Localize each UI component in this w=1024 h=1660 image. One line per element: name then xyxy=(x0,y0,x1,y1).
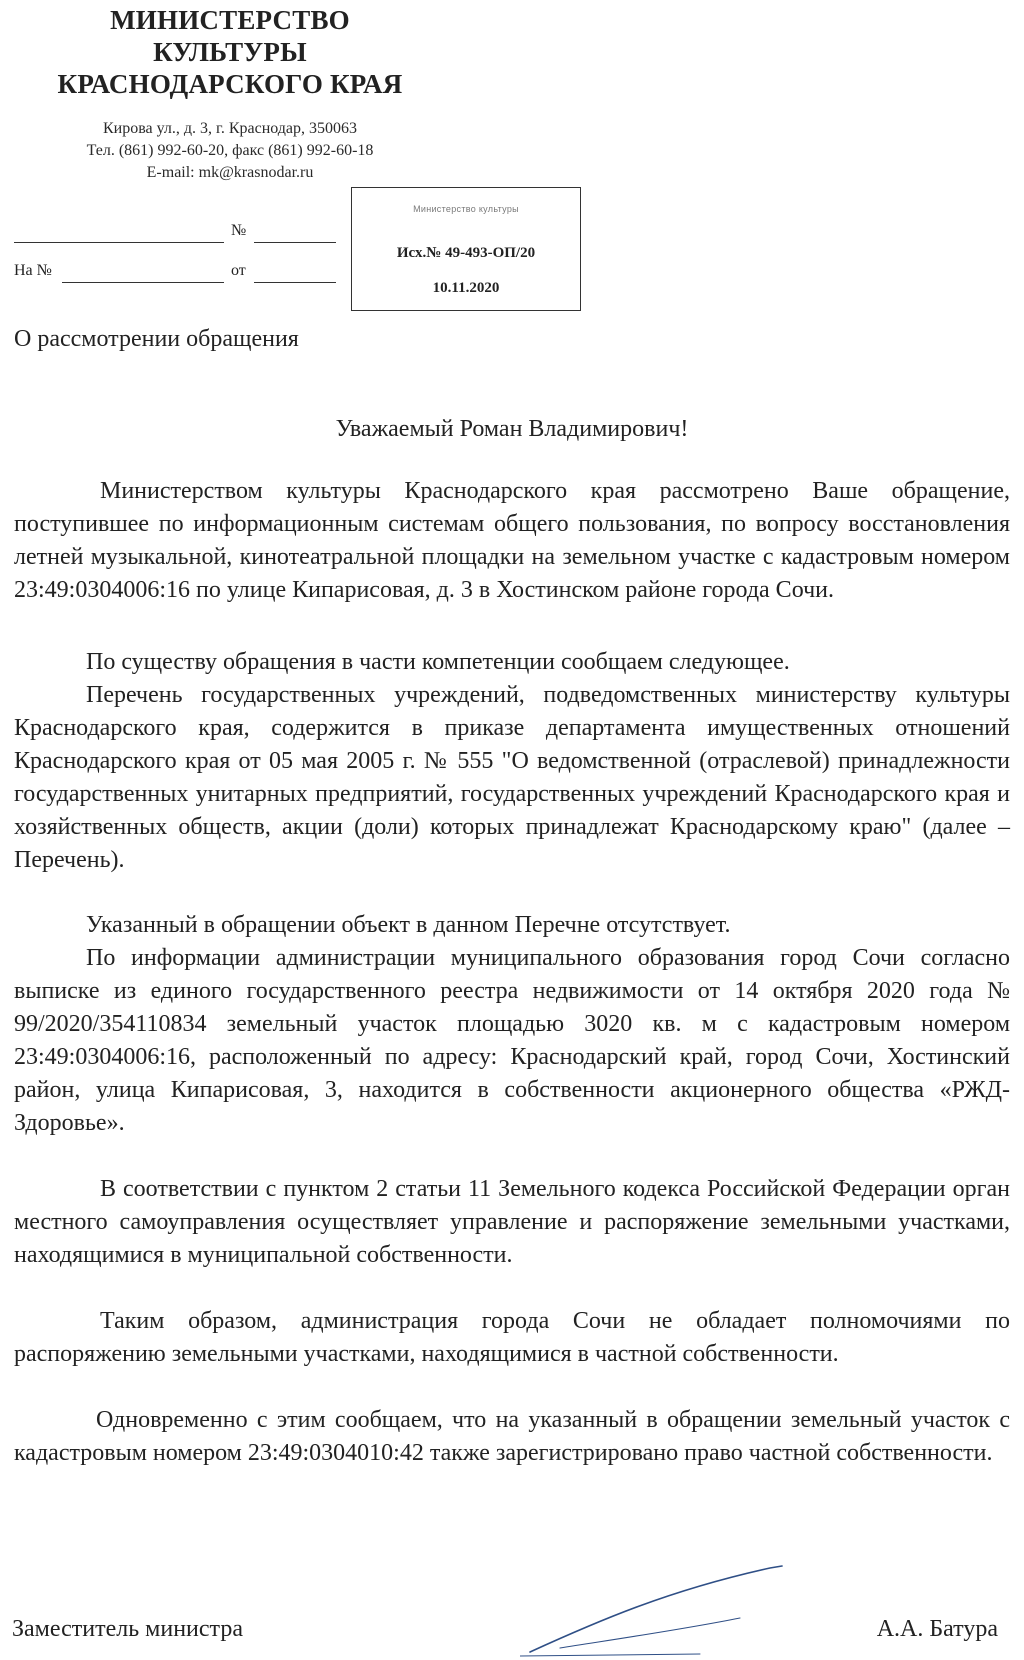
body-paragraph-8: Одновременно с этим сообщаем, что на указанный в обращении земельный участок с кадастровым номером 23:49:0304010:42 также зарегистрировано право частной собственности. xyxy=(14,1407,1010,1466)
salutation: Уважаемый Роман Владимирович! xyxy=(335,416,689,442)
body-paragraph-2: По существу обращения в части компетенции сообщаем следующее. xyxy=(86,649,790,675)
handwritten-signature xyxy=(520,1560,820,1660)
body-paragraph-3: Перечень государственных учреждений, подведомственных министерству культуры Краснодарского края, содержится в приказе департамента имущественных отношений Краснодарского края от 05 мая 2005 г. № 555 "О ведомственной (отраслевой) принадлежности государственных унитарных предприятий, государственных учреждений Краснодарского края и хозяйственных обществ, акции (доли) которых принадлежат Краснодарскому краю" (далее – Перечень). xyxy=(14,682,1010,873)
from-label: от xyxy=(231,262,246,279)
letter-subject: О рассмотрении обращения xyxy=(14,326,299,352)
stamp-org-name: Министерство культуры xyxy=(413,204,519,214)
signer-name: А.А. Батура xyxy=(876,1616,998,1642)
number-label: № xyxy=(231,222,247,239)
body-paragraph-4: Указанный в обращении объект в данном Перечне отсутствует. xyxy=(86,912,731,938)
reply-date-line xyxy=(254,282,336,283)
body-paragraph-7: Таким образом, администрация города Сочи не обладает полномочиями по распоряжению земельными участками, находящимися в частной собственности. xyxy=(14,1308,1010,1367)
org-name-line-3: КРАСНОДАРСКОГО КРАЯ xyxy=(57,69,403,99)
body-paragraph-1: Министерством культуры Краснодарского края рассмотрено Ваше обращение, поступившее по информационным системам общего пользования, по вопросу восстановления летней музыкальной, кинотеатральной площадки на земельном участке с кадастровым номером 23:49:0304006:16 по улице Кипарисовая, д. 3 в Хостинском районе города Сочи. xyxy=(14,478,1010,603)
body-paragraph-5: По информации администрации муниципального образования город Сочи согласно выписке из единого государственного реестра недвижимости от 14 октября 2020 года № 99/2020/354110834 земельный участок площадью 3020 кв. м с кадастровым номером 23:49:0304006:16, расположенный по адресу: Краснодарский край, город Сочи, Хостинский район, улица Кипарисовая, 3, находится в собственности акционерного общества «РЖД-Здоровье». xyxy=(14,945,1010,1136)
signer-title: Заместитель министра xyxy=(12,1616,243,1642)
reply-number-label: На № xyxy=(14,262,52,279)
org-phone: Тел. (861) 992-60-20, факс (861) 992-60-18 xyxy=(86,142,374,159)
outgoing-date-line xyxy=(14,242,224,243)
org-name-line-2: КУЛЬТУРЫ xyxy=(153,37,307,67)
stamp-date: 10.11.2020 xyxy=(432,280,500,296)
letterhead xyxy=(20,4,440,184)
registration-stamp xyxy=(351,187,581,311)
org-name-line-1: МИНИСТЕРСТВО xyxy=(110,5,350,35)
outgoing-number-line xyxy=(254,242,336,243)
stamp-outgoing-number: Исх.№ 49-493-ОП/20 xyxy=(396,245,536,261)
reply-number-line xyxy=(62,282,224,283)
org-address: Кирова ул., д. 3, г. Краснодар, 350063 xyxy=(102,120,358,137)
body-paragraph-6: В соответствии с пунктом 2 статьи 11 Земельного кодекса Российской Федерации орган местного самоуправления осуществляет управление и распоряжение земельными участками, находящимися в муниципальной собственности. xyxy=(14,1176,1010,1268)
org-email: E-mail: mk@krasnodar.ru xyxy=(146,164,314,181)
